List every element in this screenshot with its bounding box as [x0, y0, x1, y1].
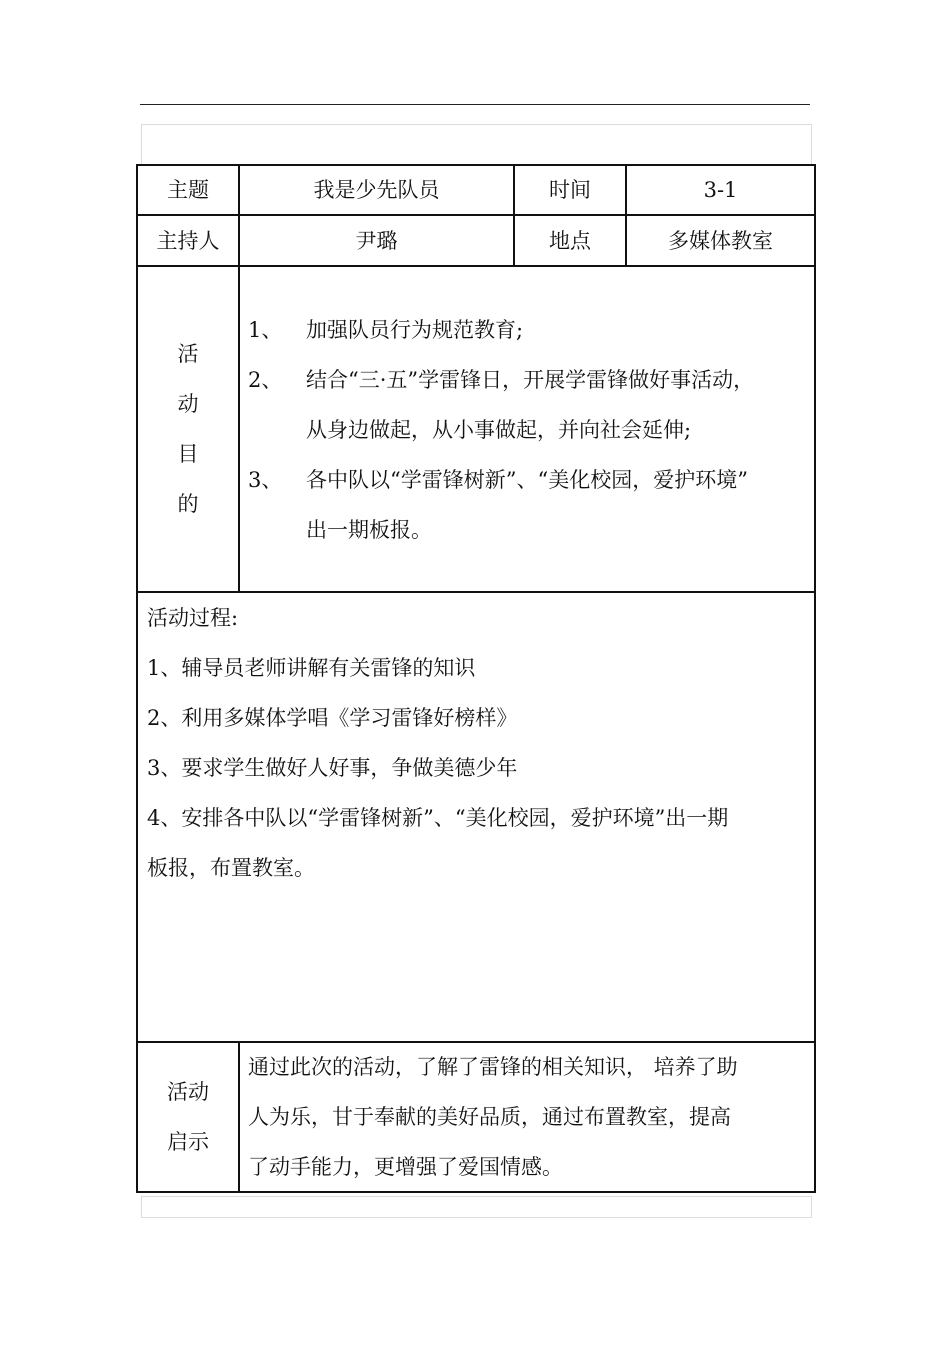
purpose-item-text: 结合“三·五”学雷锋日，开展学雷锋做好事活动，	[306, 368, 755, 392]
faint-box-top	[141, 124, 812, 165]
inspiration-label-line: 启示	[167, 1130, 209, 1154]
process-line: 4、安排各中队以“学雷锋树新”、“美化校园，爱护环境”出一期	[147, 806, 729, 830]
purpose-label-char: 动	[177, 392, 199, 416]
topic-value: 我是少先队员	[313, 178, 440, 202]
table-border-left	[136, 164, 138, 1192]
purpose-item-number: 1、	[248, 318, 283, 342]
table-border-bottom	[136, 1191, 816, 1193]
purpose-item-number: 2、	[248, 368, 283, 392]
place-value: 多媒体教室	[668, 228, 773, 253]
header-rule	[140, 104, 810, 105]
topic-label: 主题	[167, 178, 209, 202]
host-value: 尹璐	[355, 228, 398, 253]
inspiration-line: 通过此次的活动，了解了雷锋的相关知识， 培养了助	[248, 1055, 738, 1079]
place-label: 地点	[549, 228, 591, 253]
purpose-item-text: 从身边做起，从小事做起，并向社会延伸;	[306, 418, 692, 442]
purpose-label-char: 活	[177, 342, 199, 366]
purpose-item-text: 加强队员行为规范教育;	[306, 318, 524, 342]
purpose-label-char: 目	[177, 442, 199, 466]
process-line: 1、辅导员老师讲解有关雷锋的知识	[147, 656, 476, 680]
inspiration-label-line: 活动	[167, 1080, 209, 1104]
column-divider	[238, 1041, 240, 1191]
purpose-label-char: 的	[177, 492, 199, 516]
faint-box-bottom	[141, 1196, 812, 1218]
purpose-item-text: 各中队以“学雷锋树新”、“美化校园，爱护环境”	[306, 468, 748, 492]
purpose-item-number: 3、	[248, 468, 283, 492]
inspiration-line: 人为乐，甘于奉献的美好品质，通过布置教室，提高	[248, 1105, 731, 1129]
host-label: 主持人	[156, 228, 220, 253]
process-line: 板报，布置教室。	[147, 856, 315, 880]
time-label: 时间	[549, 178, 591, 202]
purpose-item-text: 出一期板报。	[306, 518, 432, 542]
process-line: 3、要求学生做好人好事，争做美德少年	[147, 756, 518, 780]
row-divider	[136, 591, 816, 593]
time-value: 3-1	[703, 178, 738, 202]
inspiration-line: 了动手能力，更增强了爱国情感。	[248, 1155, 563, 1179]
process-line: 2、利用多媒体学唱《学习雷锋好榜样》	[147, 706, 518, 730]
process-title: 活动过程:	[147, 606, 239, 630]
